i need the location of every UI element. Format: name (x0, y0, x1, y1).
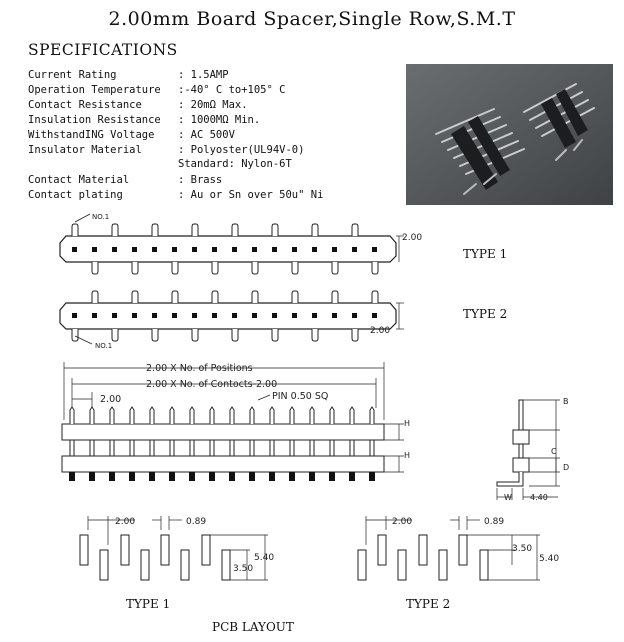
spec-value: Standard: Nylon-6T (178, 158, 292, 170)
height-label-2: H (404, 451, 411, 460)
pitch-dim-label: 2.00 (100, 394, 122, 405)
spec-label: Insulation Resistance (28, 114, 161, 126)
pcb1-height2-label: 3.50 (233, 564, 254, 574)
spec-label: Current Rating (28, 69, 117, 81)
spec-label: Insulator Material (28, 144, 142, 156)
spec-label: Contact Material (28, 174, 130, 186)
pcb2-pad-label: 0.89 (484, 517, 505, 527)
page-title: 2.00mm Board Spacer,Single Row,S.M.T (108, 8, 516, 30)
pcb1-pad-label: 0.89 (186, 517, 207, 527)
spec-label: Operation Temperature (28, 84, 161, 96)
type1-label: TYPE 1 (463, 247, 508, 261)
height-label-1: H (404, 419, 411, 428)
spec-value: : Polyoster(UL94V-0) (178, 144, 305, 156)
type1-header-drawing (60, 214, 404, 274)
pcb-layout-title: PCB LAYOUT (212, 620, 294, 634)
dim-4-40: 4.40 (530, 493, 548, 502)
spec-row (28, 114, 260, 126)
spec-row (28, 189, 323, 201)
spec-row (28, 158, 292, 170)
spec-value: : Brass (178, 174, 223, 186)
product-photo (406, 64, 613, 205)
spec-label: Contact Resistance (28, 99, 142, 111)
spec-value: : 20mΩ Max. (178, 99, 248, 111)
no1-label-top: NO.1 (92, 213, 110, 221)
type2-header-drawing (60, 291, 404, 344)
spec-row (28, 144, 304, 156)
dim-w-label: W (504, 493, 512, 502)
pcb1-pitch-label: 2.00 (115, 517, 136, 527)
spec-row (28, 99, 248, 111)
no1-label-bottom: NO.1 (95, 342, 113, 350)
spec-value: : Au or Sn over 50u" Ni (178, 189, 324, 201)
spec-row (28, 129, 235, 141)
technical-drawing (0, 205, 624, 642)
type2-label: TYPE 2 (463, 307, 508, 321)
spec-value: : 1000MΩ Min. (178, 114, 261, 126)
spec-value: : 1.5AMP (178, 69, 229, 81)
spec-value: :-40° C to+105° C (178, 84, 286, 96)
spec-row (28, 84, 285, 96)
front-view-drawing (62, 407, 404, 481)
spec-label: Contact plating (28, 189, 123, 201)
positions-dim-label: 2.00 X No. of Positions (146, 363, 253, 374)
pcb2-height2-label: 5.40 (539, 554, 560, 564)
dim-d-label: D (563, 463, 570, 472)
contacts-dim-label: 2.00 X No. of Contocts-2.00 (146, 379, 278, 390)
dim-2-00-a: 2.00 (402, 233, 423, 243)
pcb1-height1-label: 5.40 (254, 553, 275, 563)
spec-row (28, 174, 222, 186)
dim-c-label: C (551, 447, 557, 456)
specifications-heading: SPECIFICATIONS (28, 41, 178, 59)
spec-row (28, 69, 229, 81)
pcb2-height1-label: 3.50 (512, 544, 533, 554)
pcb-type1-label: TYPE 1 (126, 597, 171, 611)
dim-2-00-b: 2.00 (370, 326, 391, 336)
spec-label: WithstandING Voltage (28, 129, 155, 141)
spec-value: : AC 500V (178, 129, 235, 141)
pcb2-pitch-label: 2.00 (392, 517, 413, 527)
dim-b-label: B (563, 397, 569, 406)
pin-size-label: PIN 0.50 SQ (272, 391, 329, 402)
pcb-type2-label: TYPE 2 (406, 597, 451, 611)
